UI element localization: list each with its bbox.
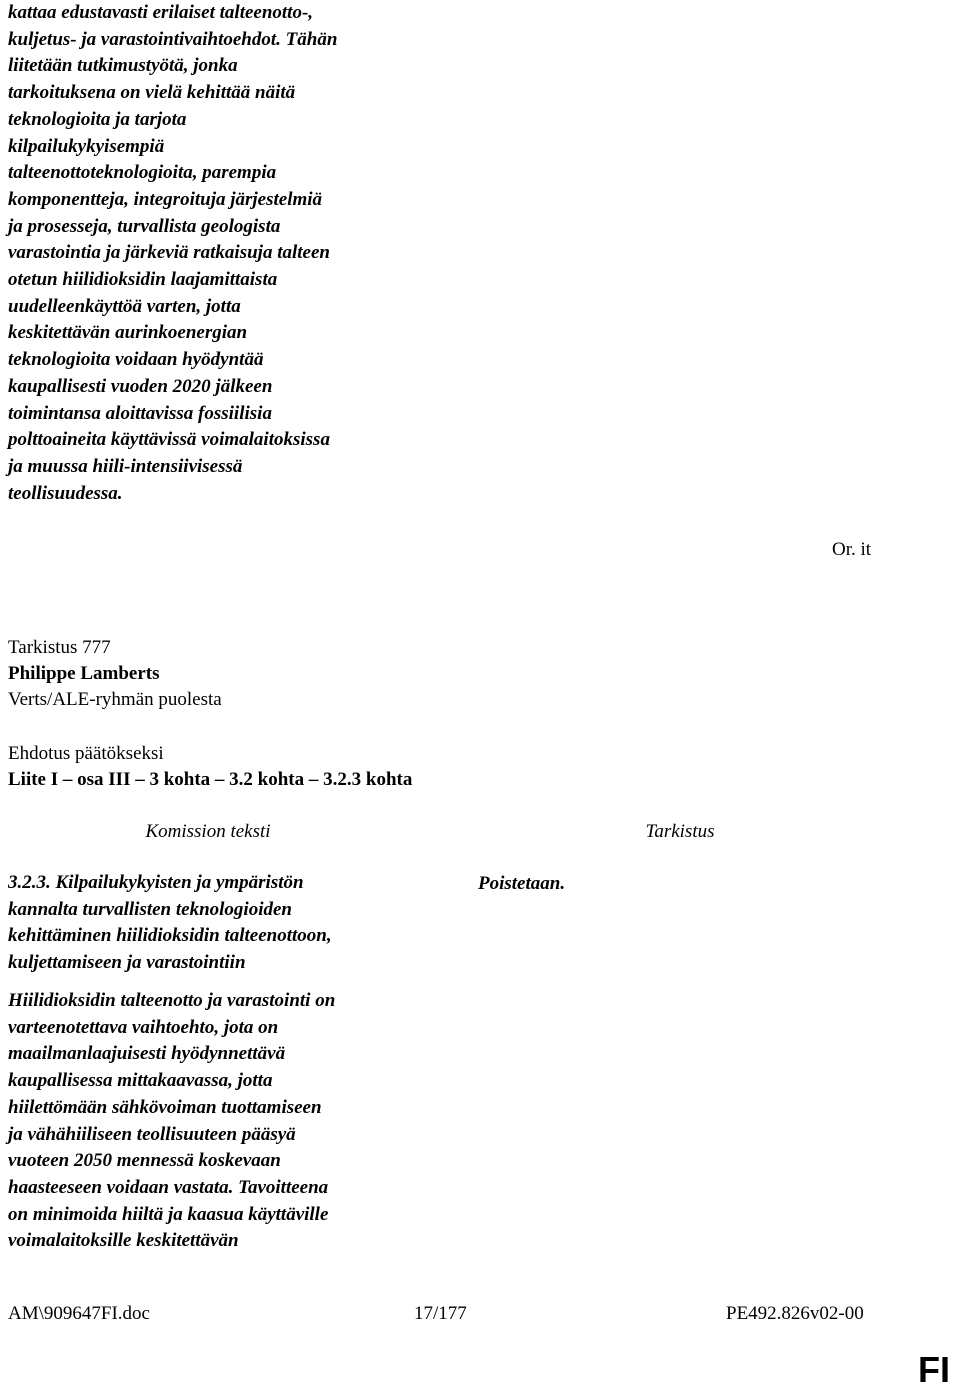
intro-line: kuljetus- ja varastointivaihtoehdot. Tähän xyxy=(8,28,338,50)
commission-body-line: kaupallisessa mittakaavassa, jotta xyxy=(8,1070,273,1092)
amendment-number: 777 xyxy=(82,637,111,658)
intro-line: ja muussa hiili-intensiivisessä xyxy=(8,455,243,477)
intro-line: keskitettävän aurinkoenergian xyxy=(8,322,248,344)
commission-heading-line: 3.2.3. Kilpailukykyisten ja ympäristön xyxy=(8,872,304,893)
commission-body xyxy=(8,988,428,1255)
commission-body-line: vuoteen 2050 mennessä koskevaan xyxy=(8,1150,281,1172)
commission-heading-line: kuljettamiseen ja varastointiin xyxy=(8,952,246,974)
column-header-amendment: Tarkistus xyxy=(645,821,715,842)
amendment-group: Verts/ALE-ryhmän puolesta xyxy=(8,689,222,710)
commission-heading-line: kannalta turvallisten teknologioiden xyxy=(8,898,292,920)
intro-line: kilpailukykyisempiä xyxy=(8,135,165,157)
intro-paragraph xyxy=(8,0,448,507)
commission-body-line: on minimoida hiiltä ja kaasua käyttäville xyxy=(8,1203,329,1225)
intro-line: toimintansa aloittavissa fossiilisia xyxy=(8,402,272,424)
commission-body-line: voimalaitoksille keskitettävän xyxy=(8,1230,239,1252)
commission-body-line: maailmanlaajuisesti hyödynnettävä xyxy=(8,1043,286,1065)
intro-line: komponentteja, integroituja järjestelmiä xyxy=(8,188,323,210)
intro-line: kattaa edustavasti erilaiset talteenotto-, xyxy=(8,2,314,23)
commission-body-line: hiilettömään sähkövoiman tuottamiseen xyxy=(8,1096,322,1118)
intro-line: tarkoituksena on vielä kehittää näitä xyxy=(8,82,296,104)
intro-line: liitetään tutkimustyötä, jonka xyxy=(8,55,238,77)
intro-line: talteenottoteknologioita, parempia xyxy=(8,162,277,184)
proposal-title: Ehdotus päätökseksi xyxy=(8,743,164,764)
amendment-label: Tarkistus xyxy=(8,637,78,658)
commission-body-line: ja vähähiiliseen teollisuuteen pääsyä xyxy=(8,1123,296,1145)
amendment-text: Poistetaan. xyxy=(478,873,566,894)
intro-line: kaupallisesti vuoden 2020 jälkeen xyxy=(8,375,273,397)
footer-page-number: 17/177 xyxy=(414,1303,467,1324)
intro-line: otetun hiilidioksidin laajamittaista xyxy=(8,269,278,291)
intro-line: teknologioita voidaan hyödyntää xyxy=(8,349,264,371)
amendment-number-line xyxy=(8,636,111,660)
intro-line: ja prosesseja, turvallista geologista xyxy=(8,215,281,237)
intro-line: teknologioita ja tarjota xyxy=(8,108,187,130)
intro-line: varastointia ja järkeviä ratkaisuja talteen xyxy=(8,242,330,264)
amendment-author: Philippe Lamberts xyxy=(8,663,160,684)
commission-heading-line: kehittäminen hiilidioksidin talteenottoon, xyxy=(8,925,332,947)
proposal-reference: Liite I – osa III – 3 kohta – 3.2 kohta – 3.2.3 kohta xyxy=(8,769,413,790)
column-header-commission: Komission teksti xyxy=(145,821,271,842)
footer-doc-ref: AM\909647FI.doc xyxy=(8,1303,150,1324)
intro-line: teollisuudessa. xyxy=(8,482,123,504)
language-code: FI xyxy=(918,1349,950,1390)
commission-heading xyxy=(8,870,428,977)
commission-body-line: haasteeseen voidaan vastata. Tavoitteena xyxy=(8,1176,329,1198)
commission-body-line: varteenotettava vaihtoehto, jota on xyxy=(8,1016,279,1038)
intro-line: polttoaineita käyttävissä voimalaitoksissa xyxy=(8,429,330,451)
intro-line: uudelleenkäyttöä varten, jotta xyxy=(8,295,241,317)
footer-pe-ref: PE492.826v02-00 xyxy=(726,1303,864,1324)
original-language-label: Or. it xyxy=(832,539,872,560)
commission-body-line: Hiilidioksidin talteenotto ja varastointi on xyxy=(8,990,336,1011)
